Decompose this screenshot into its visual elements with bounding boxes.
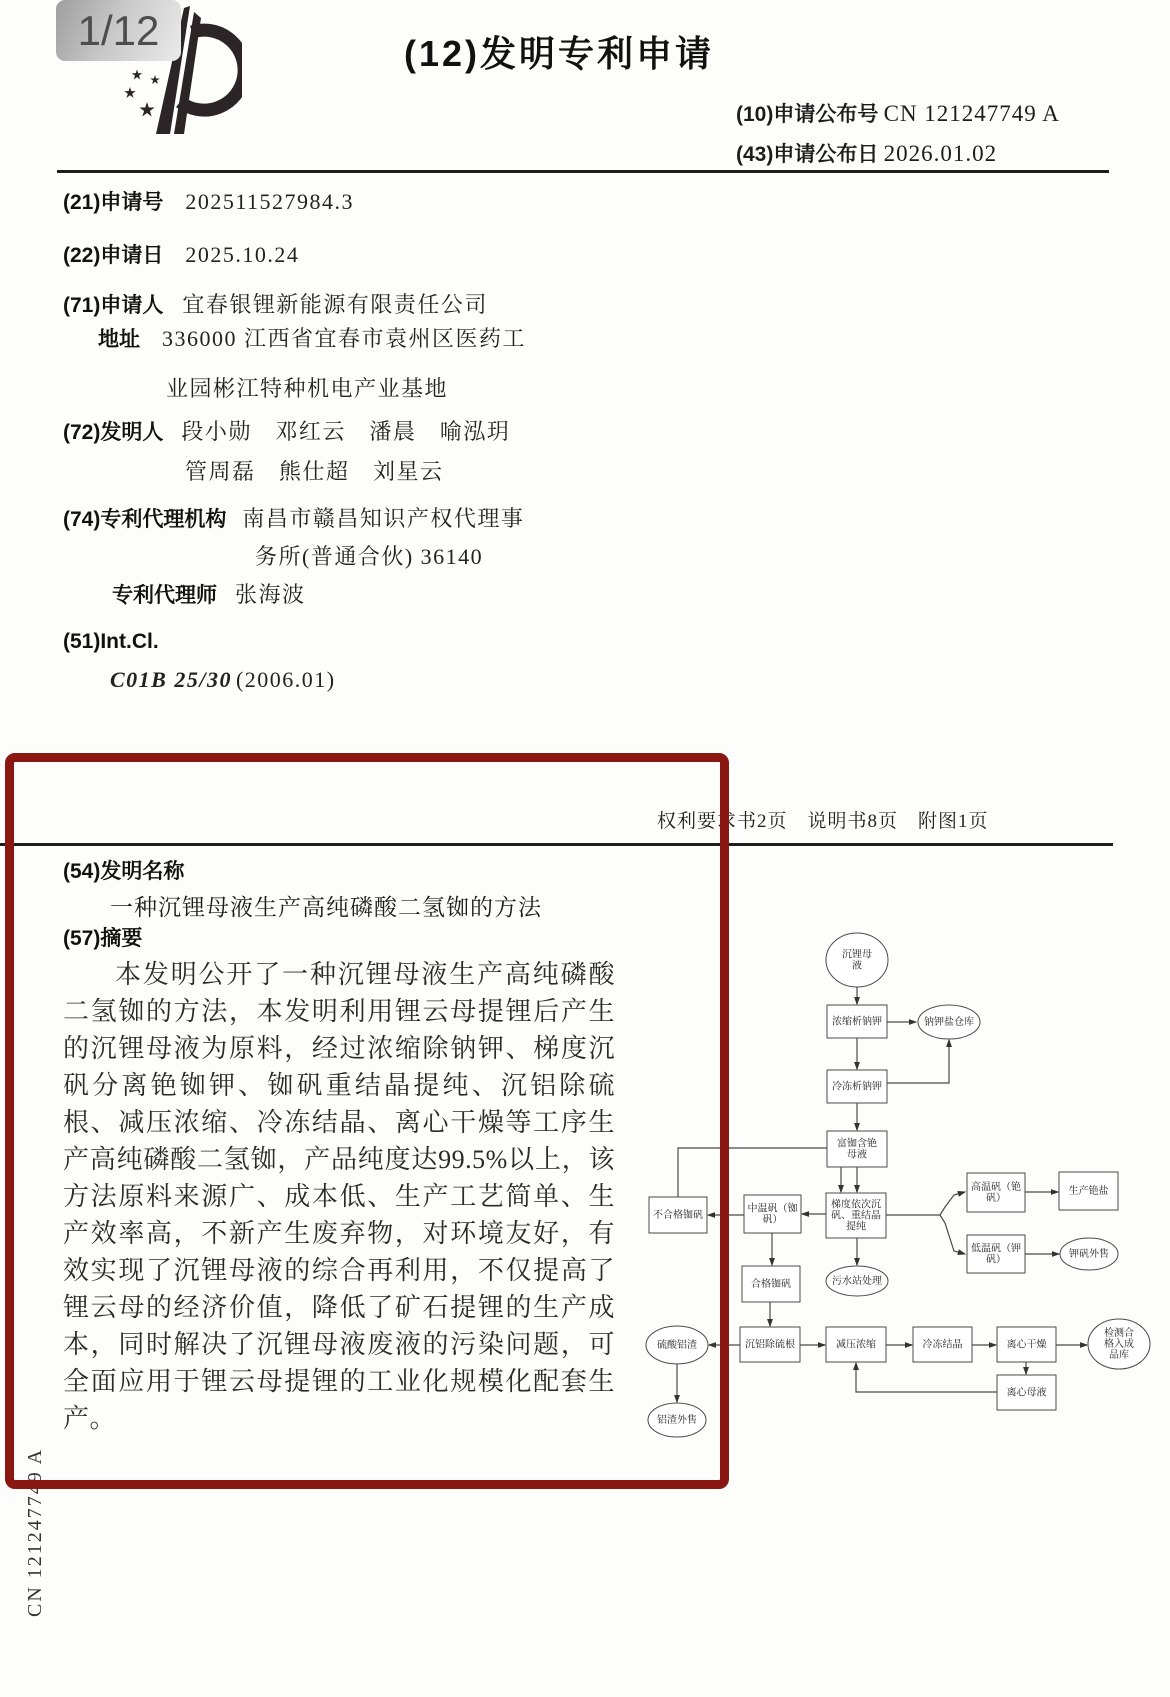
svg-text:铝渣外售: 铝渣外售 bbox=[657, 1414, 697, 1426]
flowchart-node-freeze-nak bbox=[827, 1070, 887, 1103]
flowchart-node-qualified-rb-alum bbox=[742, 1266, 800, 1302]
svg-text:高温矾（铯矾）: 高温矾（铯矾） bbox=[971, 1181, 1021, 1204]
annotation-rectangle bbox=[5, 753, 729, 1489]
svg-text:沉铝除硫根: 沉铝除硫根 bbox=[745, 1339, 795, 1350]
svg-text:合格铷矾: 合格铷矾 bbox=[751, 1278, 791, 1290]
svg-text:冷冻结晶: 冷冻结晶 bbox=[922, 1339, 963, 1350]
flowchart-node-sewage-treatment bbox=[826, 1266, 888, 1296]
flowchart-node-vacuum-concentrate bbox=[826, 1327, 886, 1362]
flowchart-node-centrifuge-dry bbox=[997, 1327, 1056, 1362]
svg-text:钠钾盐仓库: 钠钾盐仓库 bbox=[924, 1016, 974, 1028]
intcl-code: C01B 25/30 bbox=[110, 667, 232, 692]
flowchart-node-al-sulfate-removal bbox=[740, 1327, 800, 1362]
flowchart-node-produce-cs-salt bbox=[1059, 1172, 1118, 1210]
svg-text:低温矾（钾矾）: 低温矾（钾矾） bbox=[971, 1243, 1021, 1265]
application-number-value: 202511527984.3 bbox=[185, 189, 355, 214]
pages-info: 权利要求书2页 说明书8页 附图1页 bbox=[657, 811, 989, 832]
intcl-year: (2006.01) bbox=[235, 667, 336, 692]
logo-star-icon bbox=[139, 102, 154, 116]
flowchart-node-high-temp-alum bbox=[967, 1173, 1025, 1212]
applicant-row bbox=[63, 288, 488, 319]
flowchart-node-mid-temp-alum bbox=[744, 1195, 801, 1233]
publication-date-value: 2026.01.02 bbox=[883, 141, 998, 166]
inventors-line2: 管周磊 熊仕超 刘星云 bbox=[185, 459, 444, 484]
address-line2: 业园彬江特种机电产业基地 bbox=[166, 376, 449, 401]
agency-label: (74)专利代理机构 bbox=[63, 508, 227, 531]
header-divider bbox=[57, 170, 1109, 173]
svg-text:离心母液: 离心母液 bbox=[1006, 1387, 1047, 1398]
flowchart-node-freeze-crystallize bbox=[913, 1327, 972, 1362]
svg-text:钾矾外售: 钾矾外售 bbox=[1069, 1248, 1109, 1260]
flowchart-edge bbox=[887, 1040, 949, 1083]
svg-text:离心干燥: 离心干燥 bbox=[1006, 1339, 1047, 1350]
application-date-row bbox=[63, 239, 299, 269]
flowchart-node-centrifuge-liquor bbox=[997, 1375, 1056, 1410]
svg-text:沉锂母液: 沉锂母液 bbox=[842, 949, 872, 971]
svg-text:冷冻析钠钾: 冷冻析钠钾 bbox=[832, 1081, 882, 1092]
agent-label: 专利代理师 bbox=[112, 584, 217, 607]
svg-text:检测合格入成品库: 检测合格入成品库 bbox=[1104, 1327, 1134, 1361]
svg-text:富铷含铯母液: 富铷含铯母液 bbox=[837, 1138, 877, 1160]
page-number-label: 1/12 bbox=[77, 6, 160, 54]
flowchart-node-low-temp-alum bbox=[967, 1235, 1025, 1273]
agent-row bbox=[112, 578, 306, 609]
svg-text:中温矾（铷矾）: 中温矾（铷矾） bbox=[747, 1203, 798, 1225]
inventors-label: (72)发明人 bbox=[63, 421, 164, 444]
svg-text:浓缩析钠钾: 浓缩析钠钾 bbox=[832, 1016, 882, 1027]
flowchart-edge bbox=[856, 1363, 997, 1392]
application-date-label: (22)申请日 bbox=[63, 244, 164, 267]
document-type-title: (12)发明专利申请 bbox=[404, 33, 715, 74]
invention-title: 一种沉锂母液生产高纯磷酸二氢铷的方法 bbox=[110, 895, 542, 920]
svg-text:梯度依次沉矾、重结晶提纯: 梯度依次沉矾、重结晶提纯 bbox=[831, 1199, 881, 1232]
logo-star-icon bbox=[132, 70, 142, 80]
intcl-row bbox=[110, 667, 336, 693]
abstract-label: (57)摘要 bbox=[63, 927, 143, 950]
publication-number-value: CN 121247749 A bbox=[883, 101, 1060, 126]
publication-date-label: (43)申请公布日 bbox=[736, 143, 879, 166]
flowchart-node-concentrate-nak bbox=[827, 1005, 887, 1038]
application-date-value: 2025.10.24 bbox=[185, 242, 300, 267]
agent-name: 张海波 bbox=[235, 582, 306, 607]
svg-text:减压浓缩: 减压浓缩 bbox=[836, 1339, 876, 1350]
abstract-text: 本发明公开了一种沉锂母液生产高纯磷酸二氢铷的方法，本发明利用锂云母提锂后产生的沉锂母液为原料，经过浓缩除钠钾、梯度沉矾分离铯铷钾、铷矾重结晶提纯、沉铝除硫根、减压浓缩、冷冻结晶、离心干燥等工序生产高纯磷酸二氢铷，产品纯度达99.5%以上，该方法原料来源广、成本低、生产工艺简单、生产效率高，不新产生废弃物，对环境友好，有效实现了沉锂母液的综合再利用，不仅提高了锂云母的经济价值，降低了矿石提锂的生产成本，同时解决了沉锂母液废液的污染问题，可全面应用于锂云母提锂的工业化规模化配套生产。 bbox=[63, 960, 615, 1433]
address-line1: 336000 江西省宜春市袁州区医药工 bbox=[162, 326, 527, 351]
svg-text:生产铯盐: 生产铯盐 bbox=[1068, 1185, 1109, 1197]
address-label: 地址 bbox=[98, 328, 140, 351]
flowchart-edge bbox=[940, 1215, 965, 1254]
invention-title-label: (54)发明名称 bbox=[63, 860, 185, 883]
flowchart-edge bbox=[940, 1192, 965, 1215]
logo-star-icon bbox=[150, 75, 160, 84]
flowchart-node-k-alum-sale bbox=[1060, 1238, 1118, 1270]
intcl-label: (51)Int.Cl. bbox=[63, 630, 159, 653]
publication-number-label: (10)申请公布号 bbox=[736, 103, 879, 126]
address-row bbox=[98, 322, 526, 353]
agency-line1: 南昌市赣昌知识产权代理事 bbox=[242, 506, 525, 531]
publication-number-row bbox=[736, 98, 1060, 128]
svg-text:不合格铷矾: 不合格铷矾 bbox=[653, 1209, 703, 1221]
flowchart-node-nak-salt-warehouse bbox=[918, 1005, 980, 1039]
applicant-label: (71)申请人 bbox=[63, 294, 164, 317]
agency-row bbox=[63, 502, 524, 533]
flowchart-node-qualified-product-store bbox=[1088, 1319, 1150, 1369]
side-publication-number: CN 121247749 A bbox=[24, 1447, 46, 1617]
publication-date-row bbox=[736, 138, 997, 168]
applicant-name: 宜春银锂新能源有限责任公司 bbox=[182, 292, 488, 317]
inventors-row bbox=[63, 415, 510, 446]
svg-text:硫酸铝渣: 硫酸铝渣 bbox=[657, 1339, 697, 1351]
flowchart-node-mother-liquor bbox=[826, 933, 888, 987]
logo-star-icon bbox=[124, 87, 135, 98]
application-number-row bbox=[63, 186, 354, 216]
flowchart-node-rb-cs-rich-liquor bbox=[827, 1131, 887, 1167]
inventors-line1: 段小勋 邓红云 潘晨 喻泓玥 bbox=[181, 419, 511, 444]
application-number-label: (21)申请号 bbox=[63, 191, 164, 214]
flowchart-node-gradient-alum-purify bbox=[826, 1193, 886, 1238]
page-number-badge bbox=[56, 0, 181, 61]
svg-text:污水站处理: 污水站处理 bbox=[832, 1275, 882, 1287]
agency-line2: 务所(普通合伙) 36140 bbox=[255, 544, 484, 569]
